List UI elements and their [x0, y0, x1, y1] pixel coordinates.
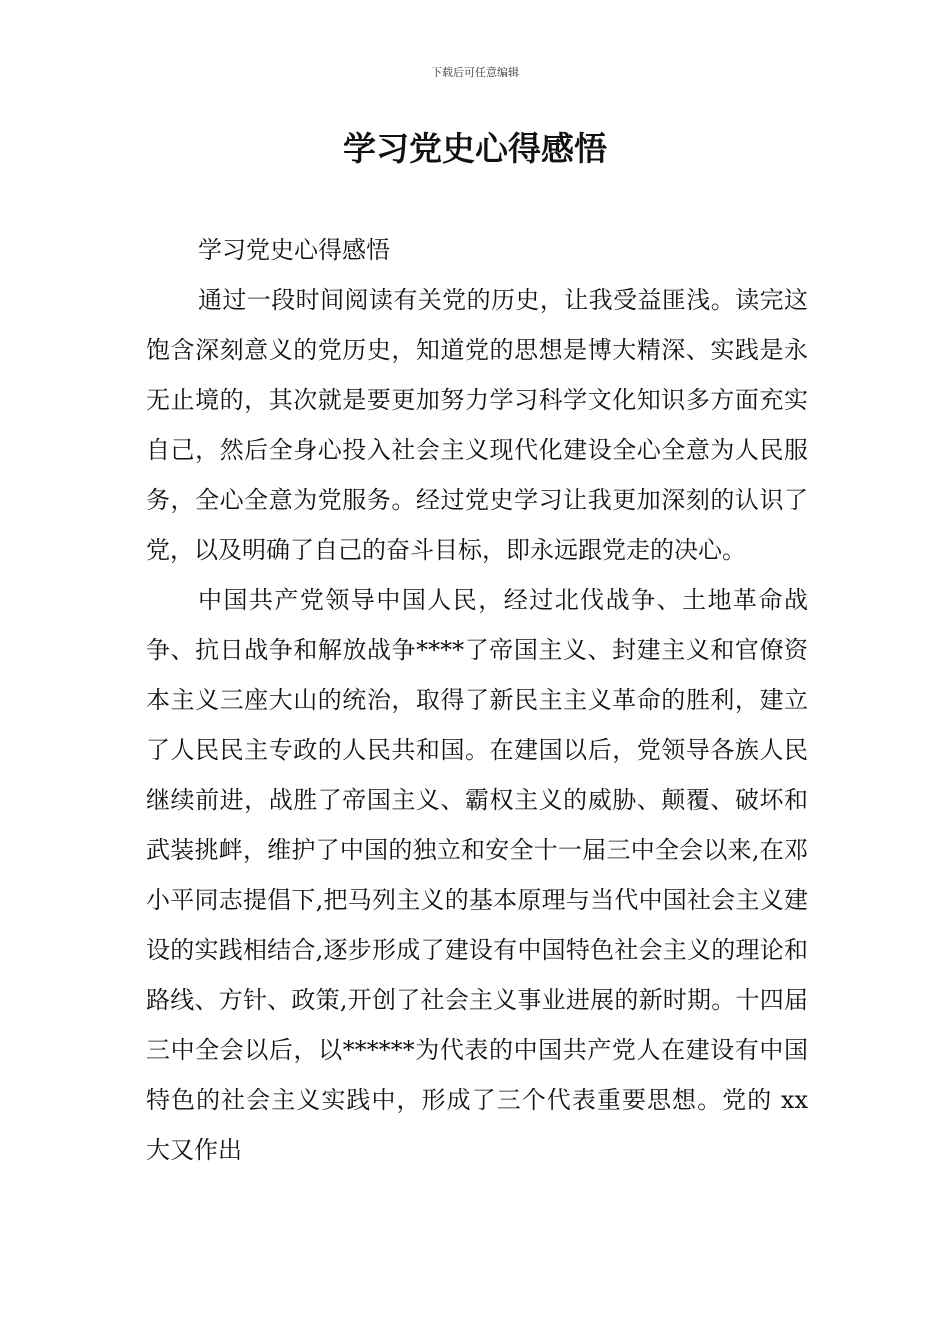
paragraph: 中国共产党领导中国人民，经过北伐战争、土地革命战争、抗日战争和解放战争****了帝国主义、封建主义和官僚资本主义三座大山的统治，取得了新民主主义革命的胜利，建立了人民民主专政的人民共和国。在建国以后，党领导各族人民继续前进，战胜了帝国主义、霸权主义的威胁、颠覆、破坏和武装挑衅，维护了中国的独立和安全十一届三中全会以来,在邓小平同志提倡下,把马列主义的基本原理与当代中国社会主义建设的实践相结合,逐步形成了建设有中国特色社会主义的理论和路线、方针、政策,开创了社会主义事业进展的新时期。十四届三中全会以后，以******为代表的中国共产党人在建设有中国特色的社会主义实践中，形成了三个代表重要思想。党的 xx 大又作出	[146, 586, 808, 1164]
paragraph: 通过一段时间阅读有关党的历史，让我受益匪浅。读完这饱含深刻意义的党历史，知道党的思想是博大精深、实践是永无止境的，其次就是要更加努力学习科学文化知识多方面充实自己，然后全身心投入社会主义现代化建设全心全意为人民服务，全心全意为党服务。经过党史学习让我更加深刻的认识了党，以及明确了自己的奋斗目标，即永远跟党走的决心。	[146, 286, 808, 564]
document-body	[146, 225, 808, 1175]
paragraph-subtitle: 学习党史心得感悟	[198, 236, 390, 264]
header-note: 下载后可任意编辑	[431, 66, 519, 79]
document-title: 学习党史心得感悟	[343, 129, 607, 168]
